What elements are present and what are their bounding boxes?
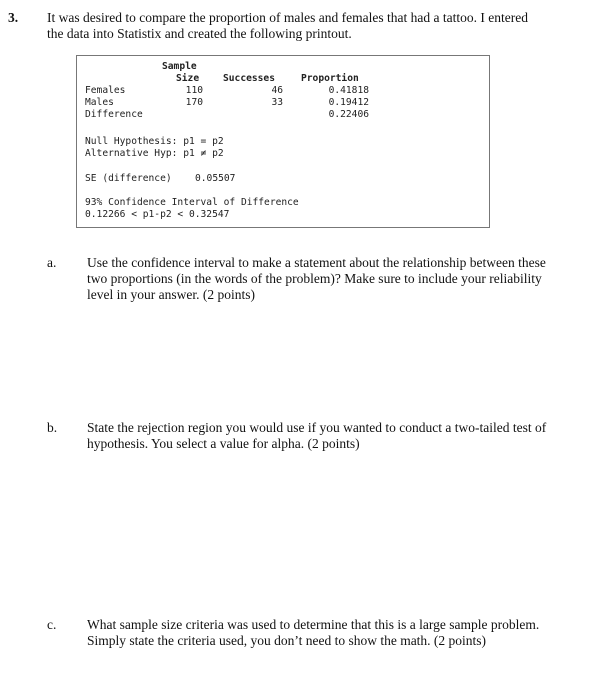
se-value: 0.05507 xyxy=(195,173,236,184)
alternative-hypothesis: Alternative Hyp: p1 ≠ p2 xyxy=(85,148,224,159)
row-label: Difference xyxy=(85,109,143,120)
part-c-label: c. xyxy=(47,617,57,632)
row-size: 170 xyxy=(185,97,203,108)
row-label: Females xyxy=(85,85,126,96)
question-intro: It was desired to compare the proportion of males and females that had a tattoo. I entered the data into Statistix and created the following printout. xyxy=(47,10,528,41)
part-a-text: Use the confidence interval to make a statement about the relationship between these two proportions (in the words of the problem)? Make sure to include your reliability level in your answer. (2 points) xyxy=(87,255,546,302)
part-c-text: What sample size criteria was used to determine that this is a large sample problem. Simply state the criteria used, you don’t need to show the math. (2 points) xyxy=(87,617,540,648)
row-label: Males xyxy=(85,97,114,108)
header-proportion: Proportion xyxy=(301,73,359,84)
part-b-text: State the rejection region you would use if you wanted to conduct a two-tailed test of hypothesis. You select a value for alpha. (2 points) xyxy=(87,420,547,451)
null-hypothesis: Null Hypothesis: p1 = p2 xyxy=(85,136,224,147)
statistix-printout xyxy=(76,55,490,228)
ci-label: 93% Confidence Interval of Difference xyxy=(85,197,299,208)
row-successes: 46 xyxy=(271,85,283,96)
row-proportion: 0.41818 xyxy=(328,85,369,96)
se-label: SE (difference) xyxy=(85,173,172,184)
row-proportion: 0.19412 xyxy=(328,97,369,108)
row-successes: 33 xyxy=(271,97,283,108)
row-size: 110 xyxy=(185,85,203,96)
part-b-label: b. xyxy=(47,420,58,435)
ci-value: 0.12266 < p1-p2 < 0.32547 xyxy=(85,209,230,220)
header-size: Size xyxy=(176,73,200,84)
part-a-label: a. xyxy=(47,255,57,270)
question-number: 3. xyxy=(8,10,19,25)
header-sample: Sample xyxy=(162,61,197,72)
row-proportion: 0.22406 xyxy=(328,109,369,120)
header-successes: Successes xyxy=(223,73,275,84)
